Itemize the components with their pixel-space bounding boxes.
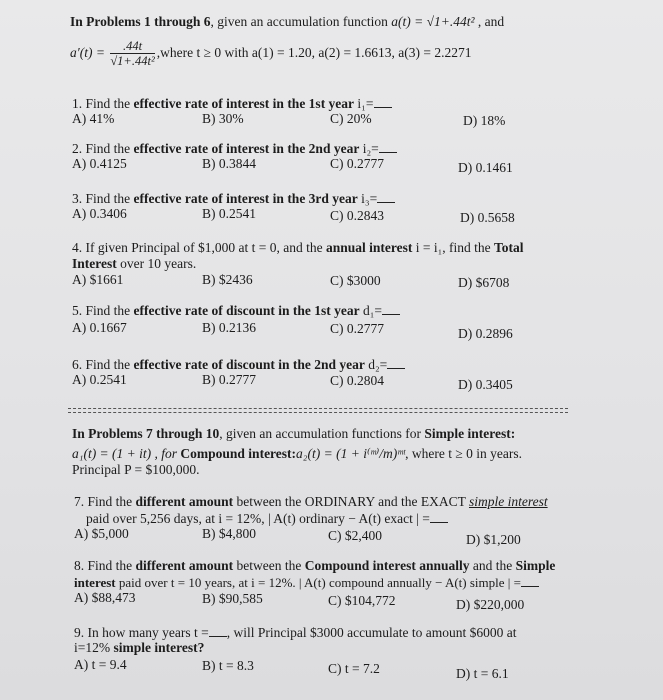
question-8-line-1	[74, 558, 555, 574]
intro2-compound-interest: Compound interest:	[180, 446, 297, 461]
intro2-line-1	[72, 426, 515, 442]
intro-text: , given an accumulation function	[210, 14, 392, 29]
q8-mid: between the	[233, 558, 305, 573]
question-7-line-1	[74, 494, 548, 510]
q4-suffix: over 10 years.	[116, 256, 197, 271]
q4-option-a: A) $1661	[72, 272, 124, 287]
q7-mid: between the ORDINARY and the EXACT	[233, 494, 469, 509]
q3-symbol: i₃=	[357, 191, 378, 206]
q1-option-c: C) 20%	[330, 111, 372, 126]
q9-answer-blank	[209, 624, 227, 637]
intro2-line-3: Principal P = $100,000.	[72, 462, 200, 477]
intro-and: , and	[477, 14, 505, 29]
derivative-denominator: √1+.44t²	[110, 53, 155, 68]
q4-option-c: C) $3000	[330, 273, 381, 288]
q9-bold: simple interest?	[113, 640, 205, 655]
q7-line-2-text: paid over 5,256 days, at i = 12%, | A(t) ordinary − A(t) exact | =	[86, 511, 430, 526]
q3-prefix: 3. Find the	[72, 191, 134, 206]
q8-line-2-text: paid over t = 10 years, at i = 12%. | A(t) compound annually − A(t) simple | =	[115, 575, 521, 590]
q8-option-b: B) $90,585	[202, 591, 263, 606]
q8-answer-blank	[521, 574, 539, 587]
q6-option-c: C) 0.2804	[330, 373, 384, 388]
q9-option-c: C) t = 7.2	[328, 661, 380, 676]
q1-option-a: A) 41%	[72, 111, 115, 126]
q9-mid: , will Principal $3000 accumulate to amount $6000 at	[226, 625, 517, 640]
q1-symbol: i₁=	[354, 96, 374, 111]
q7-option-a: A) $5,000	[74, 526, 129, 541]
compound-formula: a₂(t) = (1 + i⁽ᵐ⁾/m)ᵐᵗ	[296, 446, 406, 461]
intro2-conditions: , where t ≥ 0 in years.	[405, 446, 522, 461]
q4-bold-2: Total	[494, 240, 524, 255]
q6-answer-blank	[387, 356, 405, 369]
q7-underlined: simple interest	[468, 494, 548, 509]
q2-prefix: 2. Find the	[72, 141, 134, 156]
q6-option-a: A) 0.2541	[72, 372, 127, 387]
q2-option-c: C) 0.2777	[330, 156, 384, 171]
q7-option-d: D) $1,200	[466, 532, 521, 547]
q7-option-b: B) $4,800	[202, 526, 256, 541]
question-9-line-1	[74, 624, 517, 641]
q8-option-c: C) $104,772	[328, 593, 396, 608]
q5-prefix: 5. Find the	[72, 303, 134, 318]
q1-answer-blank	[374, 95, 392, 108]
q1-prefix: 1. Find the	[72, 96, 134, 111]
q1-option-d: D) 18%	[463, 113, 506, 128]
q5-symbol: d₁=	[359, 303, 383, 318]
q8-prefix: 8. Find the	[74, 558, 136, 573]
q3-option-a: A) 0.3406	[72, 206, 127, 221]
q8-bold-2: Compound interest annually	[304, 558, 470, 573]
q3-option-c: C) 0.2843	[330, 208, 384, 223]
q7-option-c: C) $2,400	[328, 528, 382, 543]
q2-answer-blank	[379, 140, 397, 153]
q9-rate: i=12%	[74, 640, 114, 655]
section-divider-dashed-2	[68, 412, 568, 413]
q7-bold: different amount	[135, 494, 234, 509]
q9-option-d: D) t = 6.1	[456, 666, 509, 681]
derivative-lhs: a′(t) =	[70, 45, 105, 60]
derivative-fraction	[110, 39, 154, 69]
q5-answer-blank	[382, 302, 400, 315]
question-4-line-2	[72, 256, 196, 272]
intro2-simple-interest: Simple interest:	[424, 426, 516, 441]
q4-prefix: 4. If given Principal of $1,000 at t = 0, and the	[72, 240, 326, 255]
question-2	[72, 140, 397, 157]
q1-option-b: B) 30%	[202, 111, 244, 126]
simple-formula: a₁(t) = (1 + it) , for	[72, 446, 181, 461]
intro-line-2	[70, 38, 472, 69]
q3-option-b: B) 0.2541	[202, 206, 256, 221]
q7-prefix: 7. Find the	[74, 494, 136, 509]
question-1	[72, 95, 392, 112]
q8-bold-4: interest	[74, 575, 116, 590]
q2-option-d: D) 0.1461	[458, 160, 513, 175]
q8-mid-2: and the	[469, 558, 516, 573]
q6-bold: effective rate of discount in the 2nd year	[133, 357, 365, 372]
q5-option-d: D) 0.2896	[458, 326, 513, 341]
q6-option-d: D) 0.3405	[458, 377, 513, 392]
question-4-line-1	[72, 240, 524, 256]
q8-bold-3: Simple	[515, 558, 556, 573]
q4-bold-3: Interest	[72, 256, 117, 271]
question-6	[72, 356, 405, 373]
q5-option-c: C) 0.2777	[330, 321, 384, 336]
intro2-problems-range: In Problems 7 through 10	[72, 426, 220, 441]
q6-symbol: d₂=	[364, 357, 388, 372]
question-5	[72, 302, 400, 319]
q7-answer-blank	[430, 510, 448, 523]
q9-option-b: B) t = 8.3	[202, 658, 254, 673]
question-7-line-2	[86, 510, 448, 527]
q9-prefix: 9. In how many years t =	[74, 625, 209, 640]
q9-option-a: A) t = 9.4	[74, 657, 127, 672]
intro-problems-range: In Problems 1 through 6	[70, 14, 211, 29]
q4-option-d: D) $6708	[458, 275, 510, 290]
q6-option-b: B) 0.2777	[202, 372, 256, 387]
intro-line-1	[70, 14, 504, 30]
q8-option-d: D) $220,000	[456, 597, 525, 612]
intro2-text: , given an accumulation functions for	[219, 426, 425, 441]
question-3	[72, 190, 395, 207]
q6-prefix: 6. Find the	[72, 357, 134, 372]
q2-symbol: i₂=	[359, 141, 379, 156]
q4-bold: annual interest	[325, 240, 413, 255]
q1-bold: effective rate of interest in the 1st year	[133, 96, 355, 111]
q8-bold: different amount	[135, 558, 234, 573]
derivative-numerator: .44t	[110, 39, 154, 54]
q5-bold: effective rate of discount in the 1st year	[133, 303, 360, 318]
q3-option-d: D) 0.5658	[460, 210, 515, 225]
q4-mid: i = i₁, find the	[412, 240, 495, 255]
q2-option-a: A) 0.4125	[72, 156, 127, 171]
q5-option-b: B) 0.2136	[202, 320, 256, 335]
q3-answer-blank	[377, 190, 395, 203]
question-9-line-2	[74, 640, 204, 656]
q3-bold: effective rate of interest in the 3rd year	[133, 191, 358, 206]
intro2-line-2	[72, 446, 522, 462]
question-8-line-2	[74, 574, 539, 591]
q4-option-b: B) $2436	[202, 272, 253, 287]
accumulation-formula: a(t) = √1+.44t²	[391, 14, 478, 29]
q5-option-a: A) 0.1667	[72, 320, 127, 335]
section-divider-dashed-1	[68, 408, 568, 409]
q2-option-b: B) 0.3844	[202, 156, 256, 171]
q8-option-a: A) $88,473	[74, 590, 136, 605]
q2-bold: effective rate of interest in the 2nd year	[133, 141, 360, 156]
intro-conditions: ,where t ≥ 0 with a(1) = 1.20, a(2) = 1.6613, a(3) = 2.2271	[156, 45, 472, 60]
